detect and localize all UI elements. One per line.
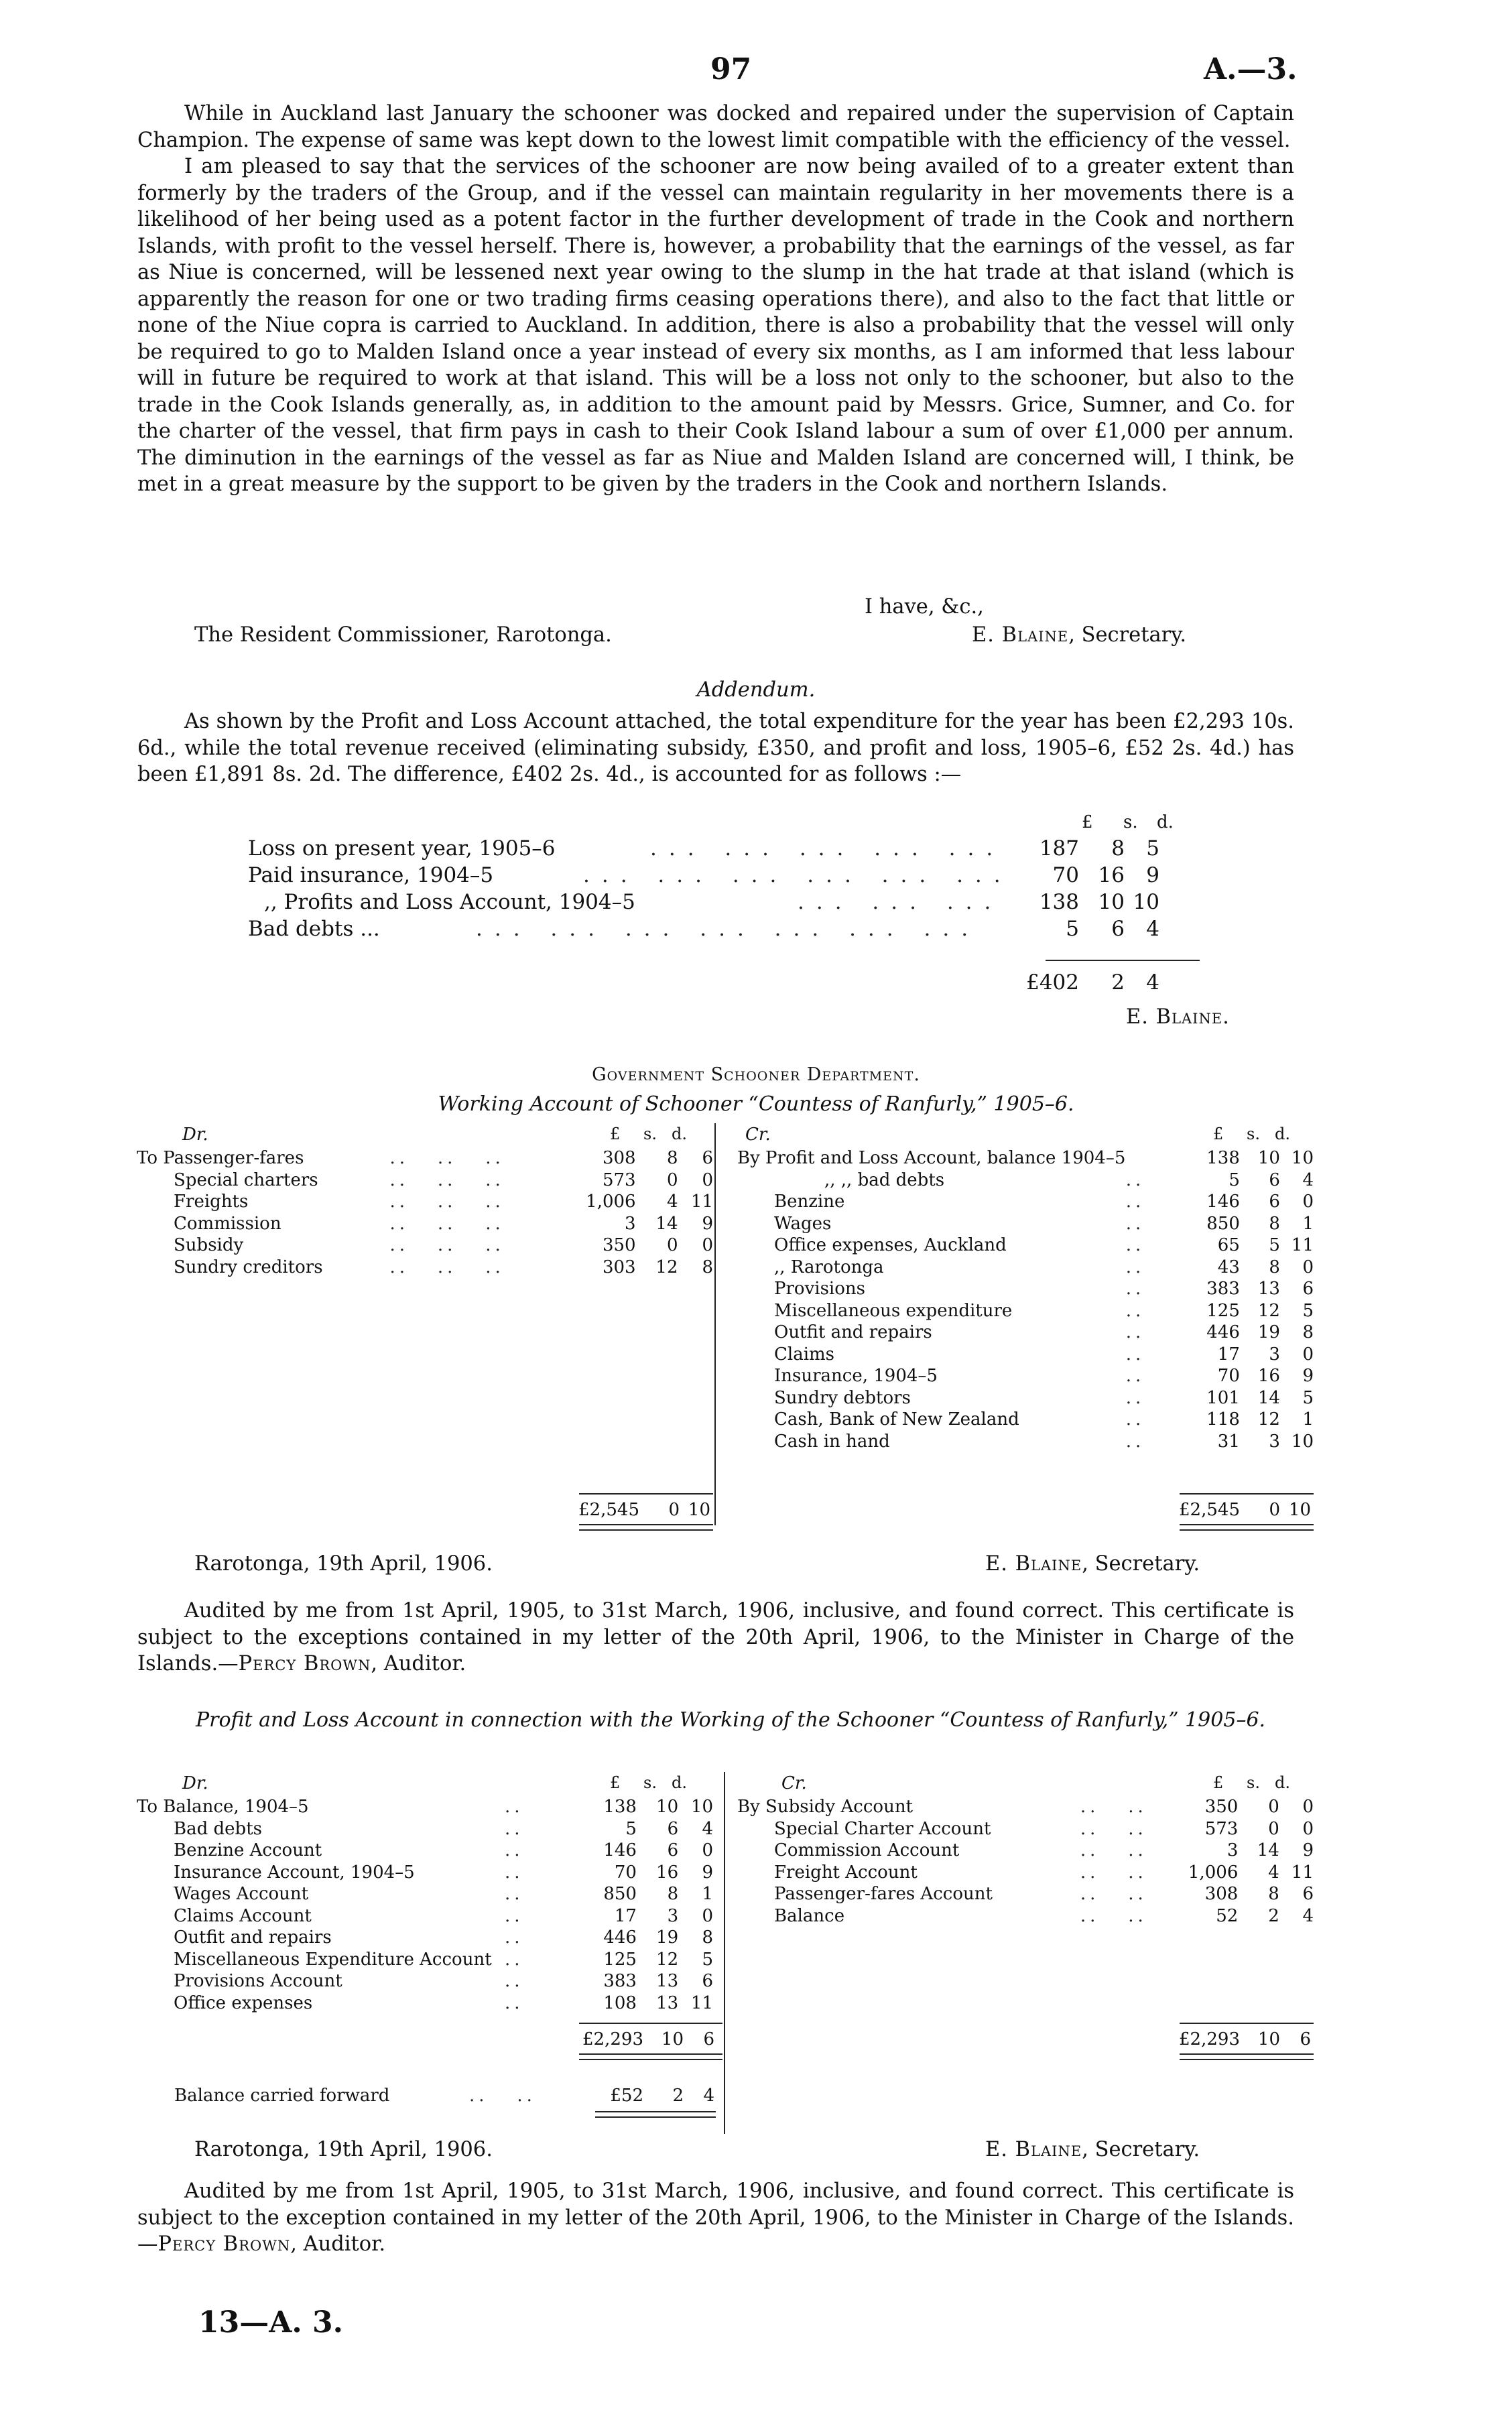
table-row: Office expenses .. 108 13 11 (174, 1992, 713, 2013)
table-row: Provisions .. 383 13 6 (774, 1279, 1314, 1299)
dr-label: Dr. (182, 1125, 208, 1145)
table-row: Wages .. 850 8 1 (774, 1213, 1314, 1234)
double-rule (579, 2053, 722, 2060)
table-row: By Profit and Loss Account, balance 1904–5 138 10 10 (737, 1148, 1314, 1169)
letter-addressee: The Resident Commissioner, Rarotonga. (194, 623, 612, 647)
table-row: Wages Account .. 850 8 1 (174, 1884, 713, 1905)
table-row: Cash, Bank of New Zealand .. 118 12 1 (774, 1409, 1314, 1430)
place-date: Rarotonga, 19th April, 1906. (194, 2138, 493, 2161)
list-item: Paid insurance, 1904–5 ... ... ... ... ... ... 70 16 9 (248, 863, 1159, 887)
table-row: Sundry debtors .. 101 14 5 (774, 1387, 1314, 1408)
table-row: Passenger-fares Account .. .. 308 8 6 (774, 1884, 1314, 1905)
table-row: Benzine Account .. 146 6 0 (174, 1840, 713, 1861)
table-row: Miscellaneous Expenditure Account .. 125 12 5 (174, 1949, 713, 1970)
pl-cr-table (737, 1796, 1314, 1927)
balance-carried-forward: Balance carried forward .. .. £52 2 4 (174, 2086, 714, 2106)
total-rule (1180, 2023, 1314, 2024)
table-row: ,, Rarotonga .. 43 8 0 (774, 1257, 1314, 1277)
total-rule (579, 1493, 713, 1495)
letter-closing: I have, &c., (865, 595, 984, 619)
table-row: Outfit and repairs .. 446 19 8 (174, 1927, 713, 1948)
working-signature: E. Blaine, Secretary. (985, 1552, 1200, 1576)
table-row: Outfit and repairs .. 446 19 8 (774, 1322, 1314, 1343)
double-rule (1180, 1524, 1314, 1531)
total-rule (1180, 1493, 1314, 1495)
table-row: Special charters .. .. .. 573 0 0 (174, 1169, 713, 1190)
addendum-total-rule (1046, 960, 1200, 961)
table-row: Freights .. .. .. 1,006 4 11 (174, 1192, 713, 1212)
table-row: Commission .. .. .. 3 14 9 (174, 1213, 713, 1234)
list-item: Bad debts ... ... ... ... ... ... ... ... 5 6 4 (248, 917, 1159, 941)
double-rule (579, 1524, 713, 1531)
letter-signature (972, 623, 1186, 647)
cr-label: Cr. (745, 1125, 771, 1145)
working-cr-table (737, 1147, 1314, 1452)
table-row: Office expenses, Auckland .. 65 5 11 (774, 1235, 1314, 1256)
dr-label: Dr. (182, 1773, 208, 1793)
table-row: Miscellaneous expenditure .. 125 12 5 (774, 1300, 1314, 1321)
addendum-paragraph: As shown by the Profit and Loss Account attached, the total expenditure for the year has been £2,293 10s. 6d., while the total revenue received (eliminating subsidy, £350, and profit and loss, 1905–6, £52 2s. 4d.) has been £1,891 8s. 2d. The difference, £402 2s. 4d., is accounted for as follows :— (137, 710, 1294, 786)
addendum-signature: E. Blaine. (1126, 1005, 1230, 1029)
table-row: By Subsidy Account .. .. 350 0 0 (737, 1797, 1314, 1818)
letter-paragraph: I am pleased to say that the services of the schooner are now being availed of to a greater extent than formerly by the traders of the Group, and if the vessel can maintain regularity in her movements there is a likelihood of her being used as a potent factor in the further development of trade in the Cook and northern Islands, with profit to the vessel herself. There is, however, a probability that the earnings of the vessel, as far as Niue is concerned, will be lessened next year owing to the slump in the hat trade at that island (which is apparently the reason for one or two trading firms ceasing operations there), and also to the fact that little or none of the Niue copra is carried to Auckland. In addition, there is also a probability that the vessel will only be required to go to Malden Island once a year instead of every six months, as I am informed that less labour will in future be required to work at that island. This will be a loss not only to the schooner, but also to the trade in the Cook Islands generally, as, in addition to the amount paid by Messrs. Grice, Sumner, and Co. for the charter of the vessel, that firm pays in cash to their Cook Island labour a sum of over £1,000 per annum. The diminution in the earnings of the vessel as far as Niue and Malden Island are concerned will, I think, be met in a great measure by the support to be given by the traders in the Cook and northern Islands. (137, 155, 1294, 496)
table-row: ,, ,, bad debts .. 5 6 4 (824, 1169, 1314, 1190)
table-row: Provisions Account .. 383 13 6 (174, 1971, 713, 1992)
letter-paragraph: While in Auckland last January the schooner was docked and repaired under the supervision of Captain Champion. The expense of same was kept down to the lowest limit compatible with the efficiency of the vessel. (137, 102, 1294, 152)
page-number: 97 (710, 52, 752, 86)
letter-body (137, 101, 1294, 498)
list-item: Loss on present year, 1905–6 ... ... ... ... ... 187 8 5 (248, 836, 1159, 861)
pl-audit: Audited by me from 1st April, 1905, to 31st March, 1906, inclusive, and found correct. This certificate is subject to the exception contained in my letter of the 20th April, 1906, to the Minister in Charge of the Islands.—Percy Brown, Auditor. (137, 2179, 1294, 2256)
table-row: Sundry creditors .. .. .. 303 12 8 (174, 1257, 713, 1277)
addendum-text (137, 708, 1294, 788)
place-date: Rarotonga, 19th April, 1906. (194, 1552, 493, 1576)
pl-account-title: Profit and Loss Account in connection with the Working of the Schooner “Countess of Ranfurly,” 1905–6. (195, 1708, 1266, 1732)
table-row: Insurance, 1904–5 .. 70 16 9 (774, 1366, 1314, 1387)
working-account-title: Working Account of Schooner “Countess of Ranfurly,” 1905–6. (438, 1092, 1074, 1116)
pl-dr-table (137, 1796, 713, 2014)
table-row: Bad debts .. 5 6 4 (174, 1818, 713, 1839)
pl-signature: E. Blaine, Secretary. (985, 2138, 1200, 2161)
table-row: To Balance, 1904–5 .. 138 10 10 (137, 1797, 713, 1818)
table-row: Claims Account .. 17 3 0 (174, 1905, 713, 1926)
working-dr-table (137, 1147, 713, 1278)
table-row: Balance .. .. 52 2 4 (774, 1905, 1314, 1926)
working-audit: Audited by me from 1st April, 1905, to 31st March, 1906, inclusive, and found correct. This certificate is subject to the exceptions contained in my letter of the 20th April, 1906, to the Minister in Charge of the Islands.—Percy Brown, Auditor. (137, 1599, 1294, 1675)
table-row: Insurance Account, 1904–5 .. 70 16 9 (174, 1862, 713, 1883)
table-row: Special Charter Account .. .. 573 0 0 (774, 1818, 1314, 1839)
account-divider (714, 1123, 716, 1525)
signature-mark: 13—A. 3. (198, 2305, 343, 2340)
double-rule (1180, 2053, 1314, 2060)
table-row: Benzine .. 146 6 0 (774, 1192, 1314, 1212)
signature-name: E. Blaine (972, 623, 1069, 647)
signature-title: , Secretary. (1068, 623, 1187, 647)
table-row: Cash in hand .. 31 3 10 (774, 1431, 1314, 1452)
total-rule (579, 2023, 722, 2024)
table-row: To Passenger-fares .. .. .. 308 8 6 (137, 1148, 713, 1169)
addendum-heading: Addendum. (696, 678, 816, 702)
department-heading: Government Schooner Department. (592, 1064, 920, 1085)
account-divider (724, 1772, 725, 2134)
double-rule (595, 2111, 716, 2118)
cr-label: Cr. (781, 1773, 807, 1793)
table-row: Commission Account .. .. 3 14 9 (774, 1840, 1314, 1861)
list-item: ,, Profits and Loss Account, 1904–5 ... ... ... 138 10 10 (264, 890, 1159, 914)
document-reference: A.—3. (1204, 52, 1298, 86)
table-row: Claims .. 17 3 0 (774, 1344, 1314, 1364)
table-row: Freight Account .. .. 1,006 4 11 (774, 1862, 1314, 1883)
table-row: Subsidy .. .. .. 350 0 0 (174, 1235, 713, 1256)
